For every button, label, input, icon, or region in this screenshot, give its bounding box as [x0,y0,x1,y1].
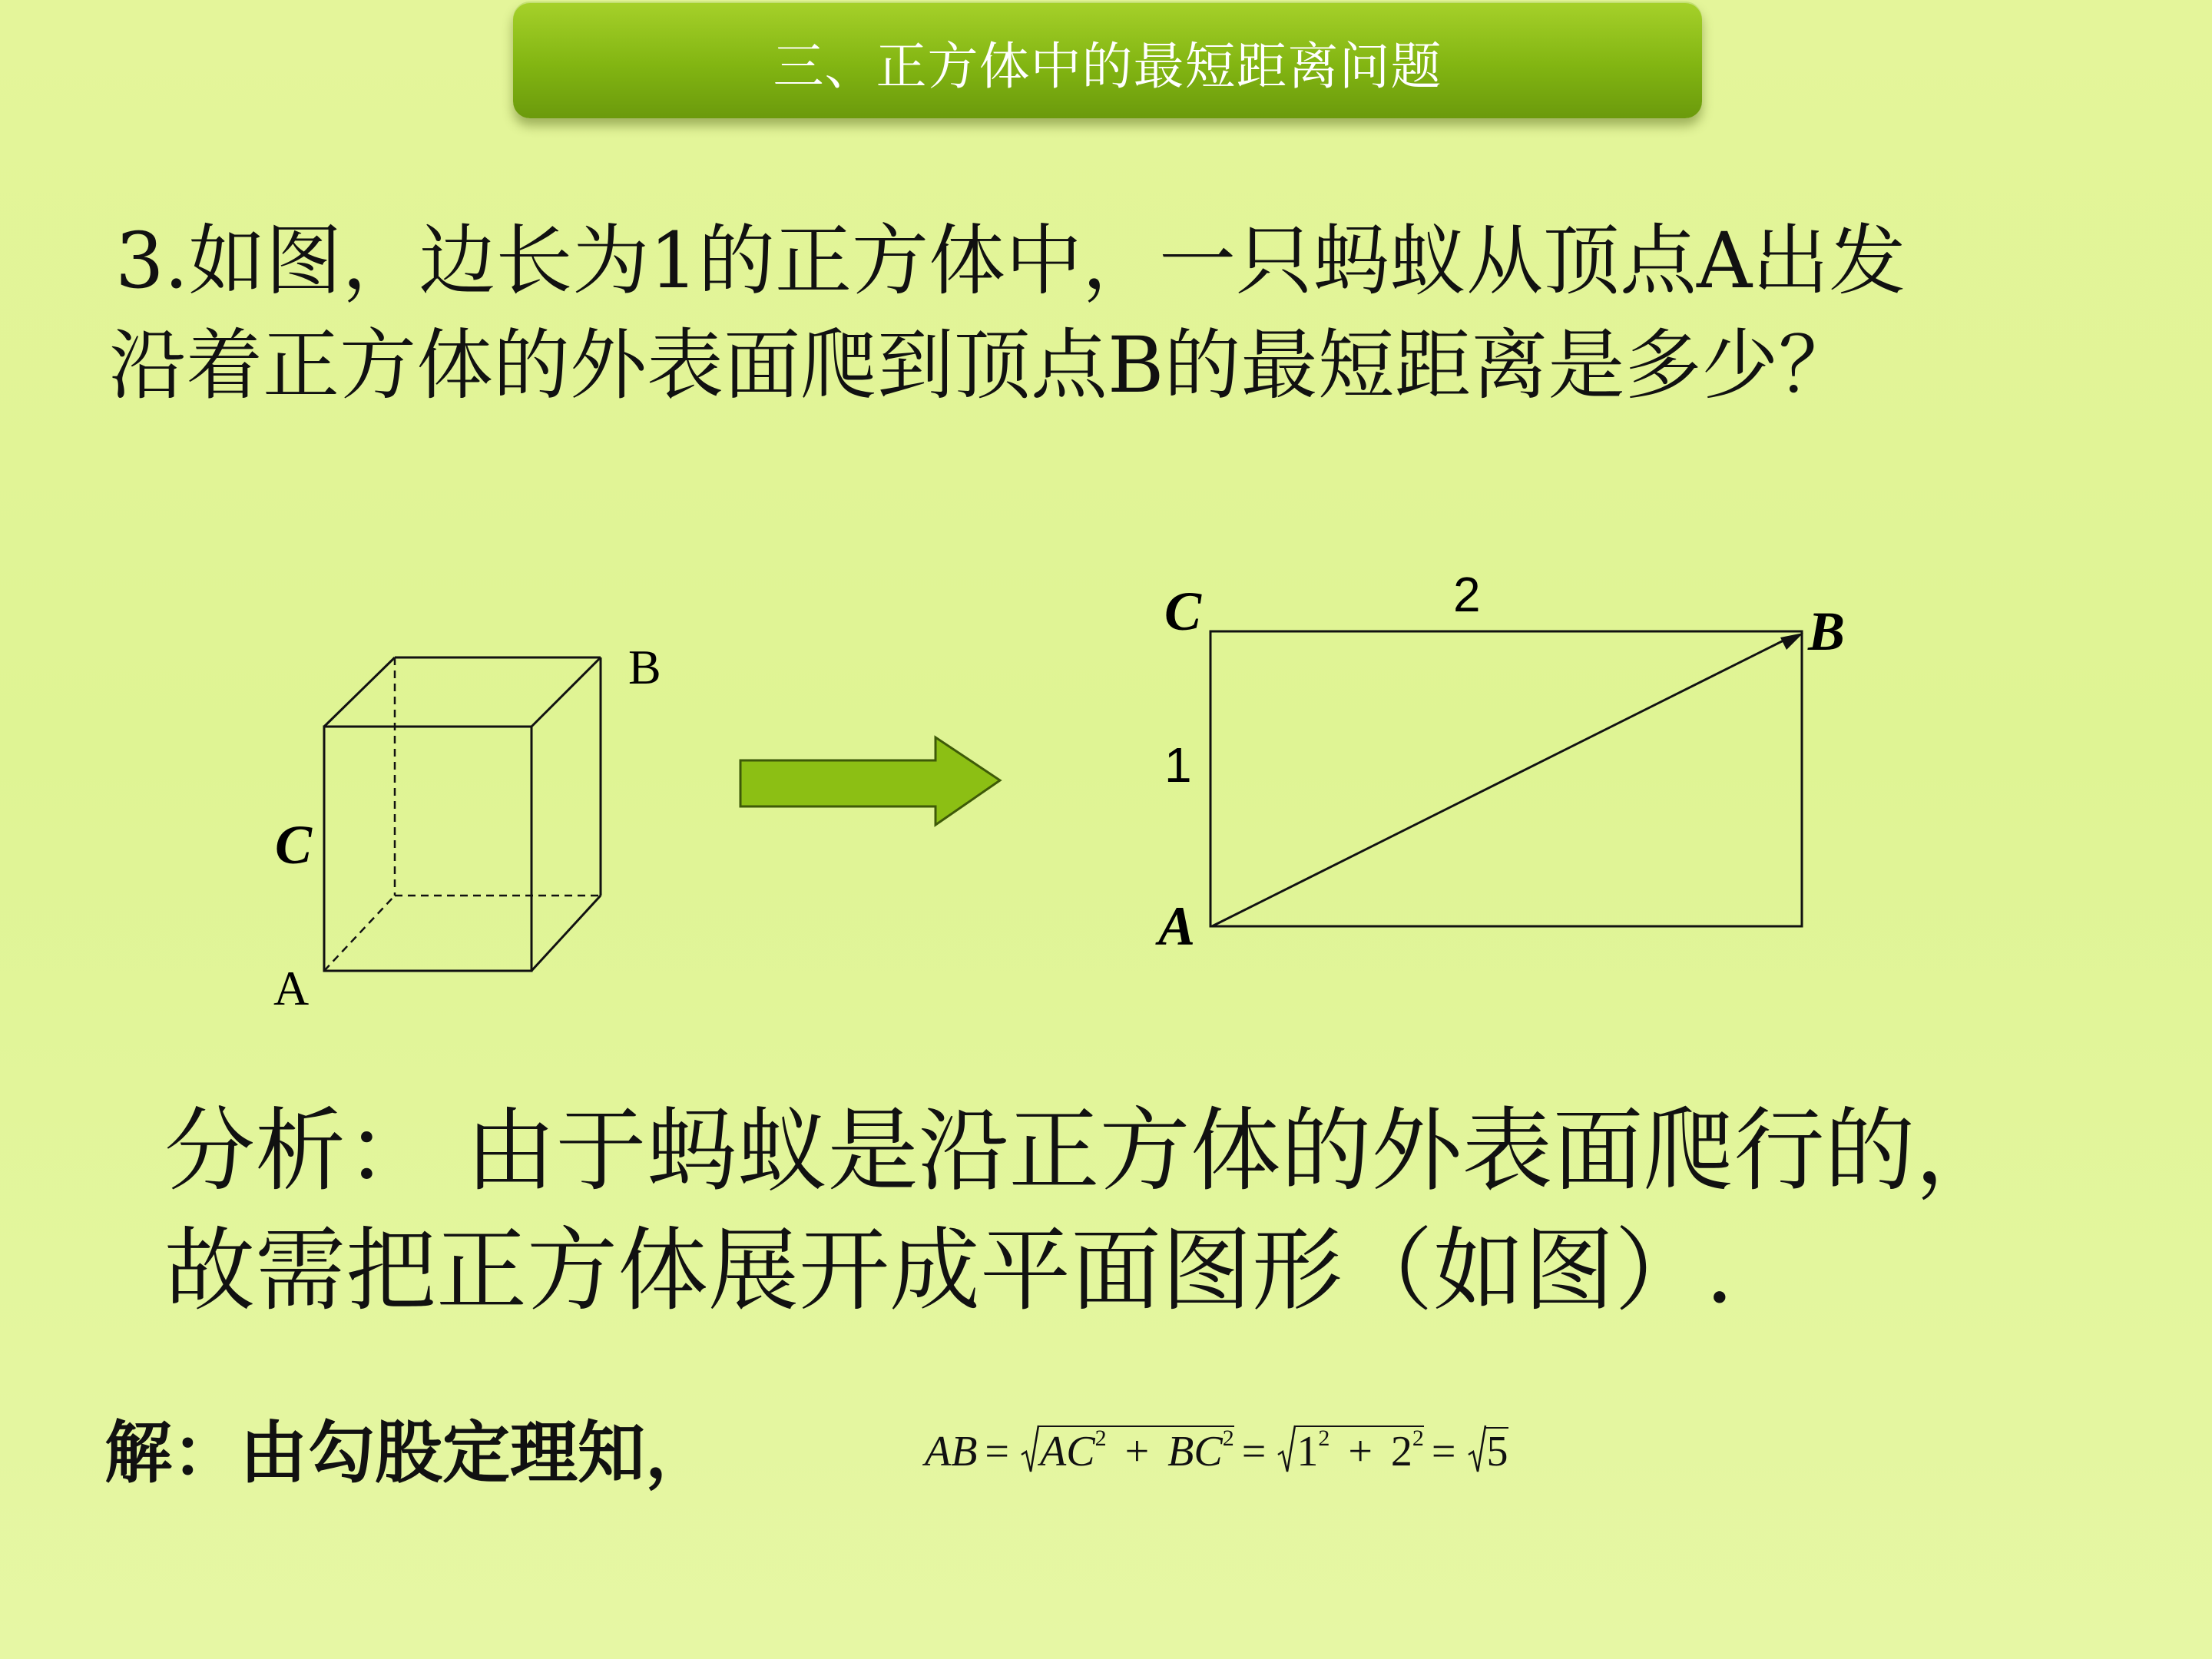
net-label-b: B [1808,601,1846,662]
formula-pow-ac: 2 [1094,1426,1107,1451]
formula-equals-1: = [985,1428,1010,1475]
cube-label-c: C [275,814,313,876]
cube-diagram [324,657,601,971]
cube-bottom-right-edge [531,896,601,971]
net-label-c: C [1164,581,1202,642]
radical-sign-icon [1467,1424,1487,1475]
analysis-line-2: 故需把正方体展开成平面图形（如图）. [164,1217,1734,1323]
formula-pow-bc: 2 [1222,1426,1234,1451]
cube-label-a: A [273,961,310,1015]
question-text [109,209,2174,418]
formula-term-ac: AC [1040,1428,1095,1475]
analysis-text [164,1091,2177,1330]
formula-term-bc: BC [1167,1428,1223,1475]
radical-sign-icon [1277,1424,1296,1475]
formula-num-2: 2 [1390,1428,1412,1475]
question-line-2: 沿着正方体的外表面爬到顶点B的最短距离是多少？ [109,320,1856,410]
formula-num-1: 1 [1296,1428,1319,1475]
cube-hidden-diagonal-edge [324,896,395,971]
cube-top-right-edge [531,657,601,727]
net-length-side: 1 [1164,737,1192,793]
net-diagram [1210,631,1803,926]
net-length-top: 2 [1453,567,1481,622]
unfold-arrow-icon [740,737,1000,825]
formula-equals-2: = [1241,1428,1267,1475]
pythagorean-formula [925,1407,1508,1476]
formula-plus-2: + [1348,1428,1373,1475]
formula-sqrt-2 [1277,1426,1424,1476]
question-line-1: 3.如图，边长为1的正方体中，一只蚂蚁从顶点A出发 [115,216,1906,306]
title-banner [513,2,1702,118]
cube-label-b: B [628,640,661,694]
solution-label: 解：由勾股定理知， [104,1412,714,1492]
net-path-arrowhead-icon [1780,633,1803,650]
formula-sqrt-1 [1020,1426,1234,1476]
formula-pow-1: 2 [1318,1426,1330,1451]
net-label-a: A [1158,896,1196,957]
formula-sqrt-3 [1467,1427,1508,1476]
slide-title: 三、正方体中的最短距离问题 [773,36,1442,96]
radical-sign-icon [1020,1424,1040,1475]
analysis-line-1: 分析： 由于蚂蚁是沿正方体的外表面爬行的， [164,1098,2006,1204]
cube-top-left-edge [324,657,395,727]
formula-pow-2: 2 [1412,1426,1424,1451]
net-path-line [1212,637,1790,926]
net-rectangle [1210,631,1802,926]
formula-result: 5 [1486,1428,1508,1475]
formula-plus-1: + [1124,1428,1150,1475]
formula-equals-3: = [1431,1428,1456,1475]
cube-front-face [324,727,531,971]
formula-lhs: AB [925,1428,978,1475]
